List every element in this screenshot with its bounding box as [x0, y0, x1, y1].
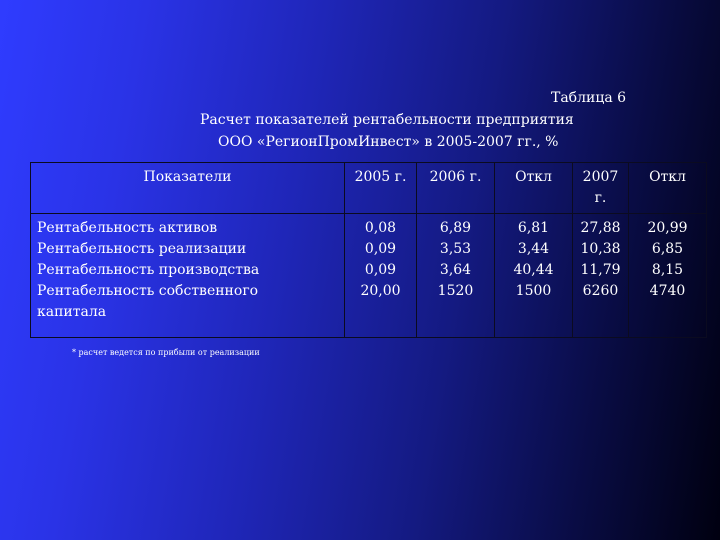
values-2007-cell	[573, 214, 629, 338]
value: 6,89	[439, 220, 472, 236]
value: 40,44	[513, 262, 554, 278]
values-deviation-1-cell	[495, 214, 573, 338]
value: 6260	[582, 283, 619, 299]
value: 6,81	[517, 220, 550, 236]
value: 3,53	[439, 241, 472, 257]
value: 1500	[515, 283, 552, 299]
table-title-line-2: ООО «РегионПромИнвест» в 2005-2007 гг., %	[218, 134, 559, 150]
value: 11,79	[580, 262, 621, 278]
value: 3,64	[439, 262, 472, 278]
header-2007: 2007 г.	[573, 163, 629, 214]
value: 20,99	[647, 220, 688, 236]
value: 3,44	[517, 241, 550, 257]
value: 0,08	[364, 220, 397, 236]
table-number: Таблица 6	[551, 90, 627, 106]
header-deviation-2: Откл	[629, 163, 707, 214]
value: 10,38	[580, 241, 621, 257]
values-deviation-2-cell	[629, 214, 707, 338]
indicator-name: Рентабельность реализации	[37, 241, 247, 257]
value: 0,09	[364, 241, 397, 257]
header-row	[31, 163, 707, 214]
footnote: * расчет ведется по прибыли от реализации	[72, 348, 260, 357]
value: 4740	[649, 283, 686, 299]
indicator-names-cell	[31, 214, 345, 338]
table-title-line-1: Расчет показателей рентабельности предприятия	[200, 112, 574, 128]
value: 20,00	[360, 283, 401, 299]
value: 1520	[437, 283, 474, 299]
value: 27,88	[580, 220, 621, 236]
header-2005: 2005 г.	[345, 163, 417, 214]
value: 6,85	[651, 241, 684, 257]
values-2005-cell	[345, 214, 417, 338]
profitability-table	[30, 162, 707, 338]
header-deviation-1: Откл	[495, 163, 573, 214]
header-2006: 2006 г.	[417, 163, 495, 214]
value: 8,15	[651, 262, 684, 278]
indicator-name: Рентабельность собственного капитала	[37, 283, 259, 320]
indicator-name: Рентабельность активов	[37, 220, 218, 236]
indicator-name: Рентабельность производства	[37, 262, 260, 278]
values-2006-cell	[417, 214, 495, 338]
table-row	[31, 214, 707, 338]
header-indicators: Показатели	[31, 163, 345, 214]
value: 0,09	[364, 262, 397, 278]
